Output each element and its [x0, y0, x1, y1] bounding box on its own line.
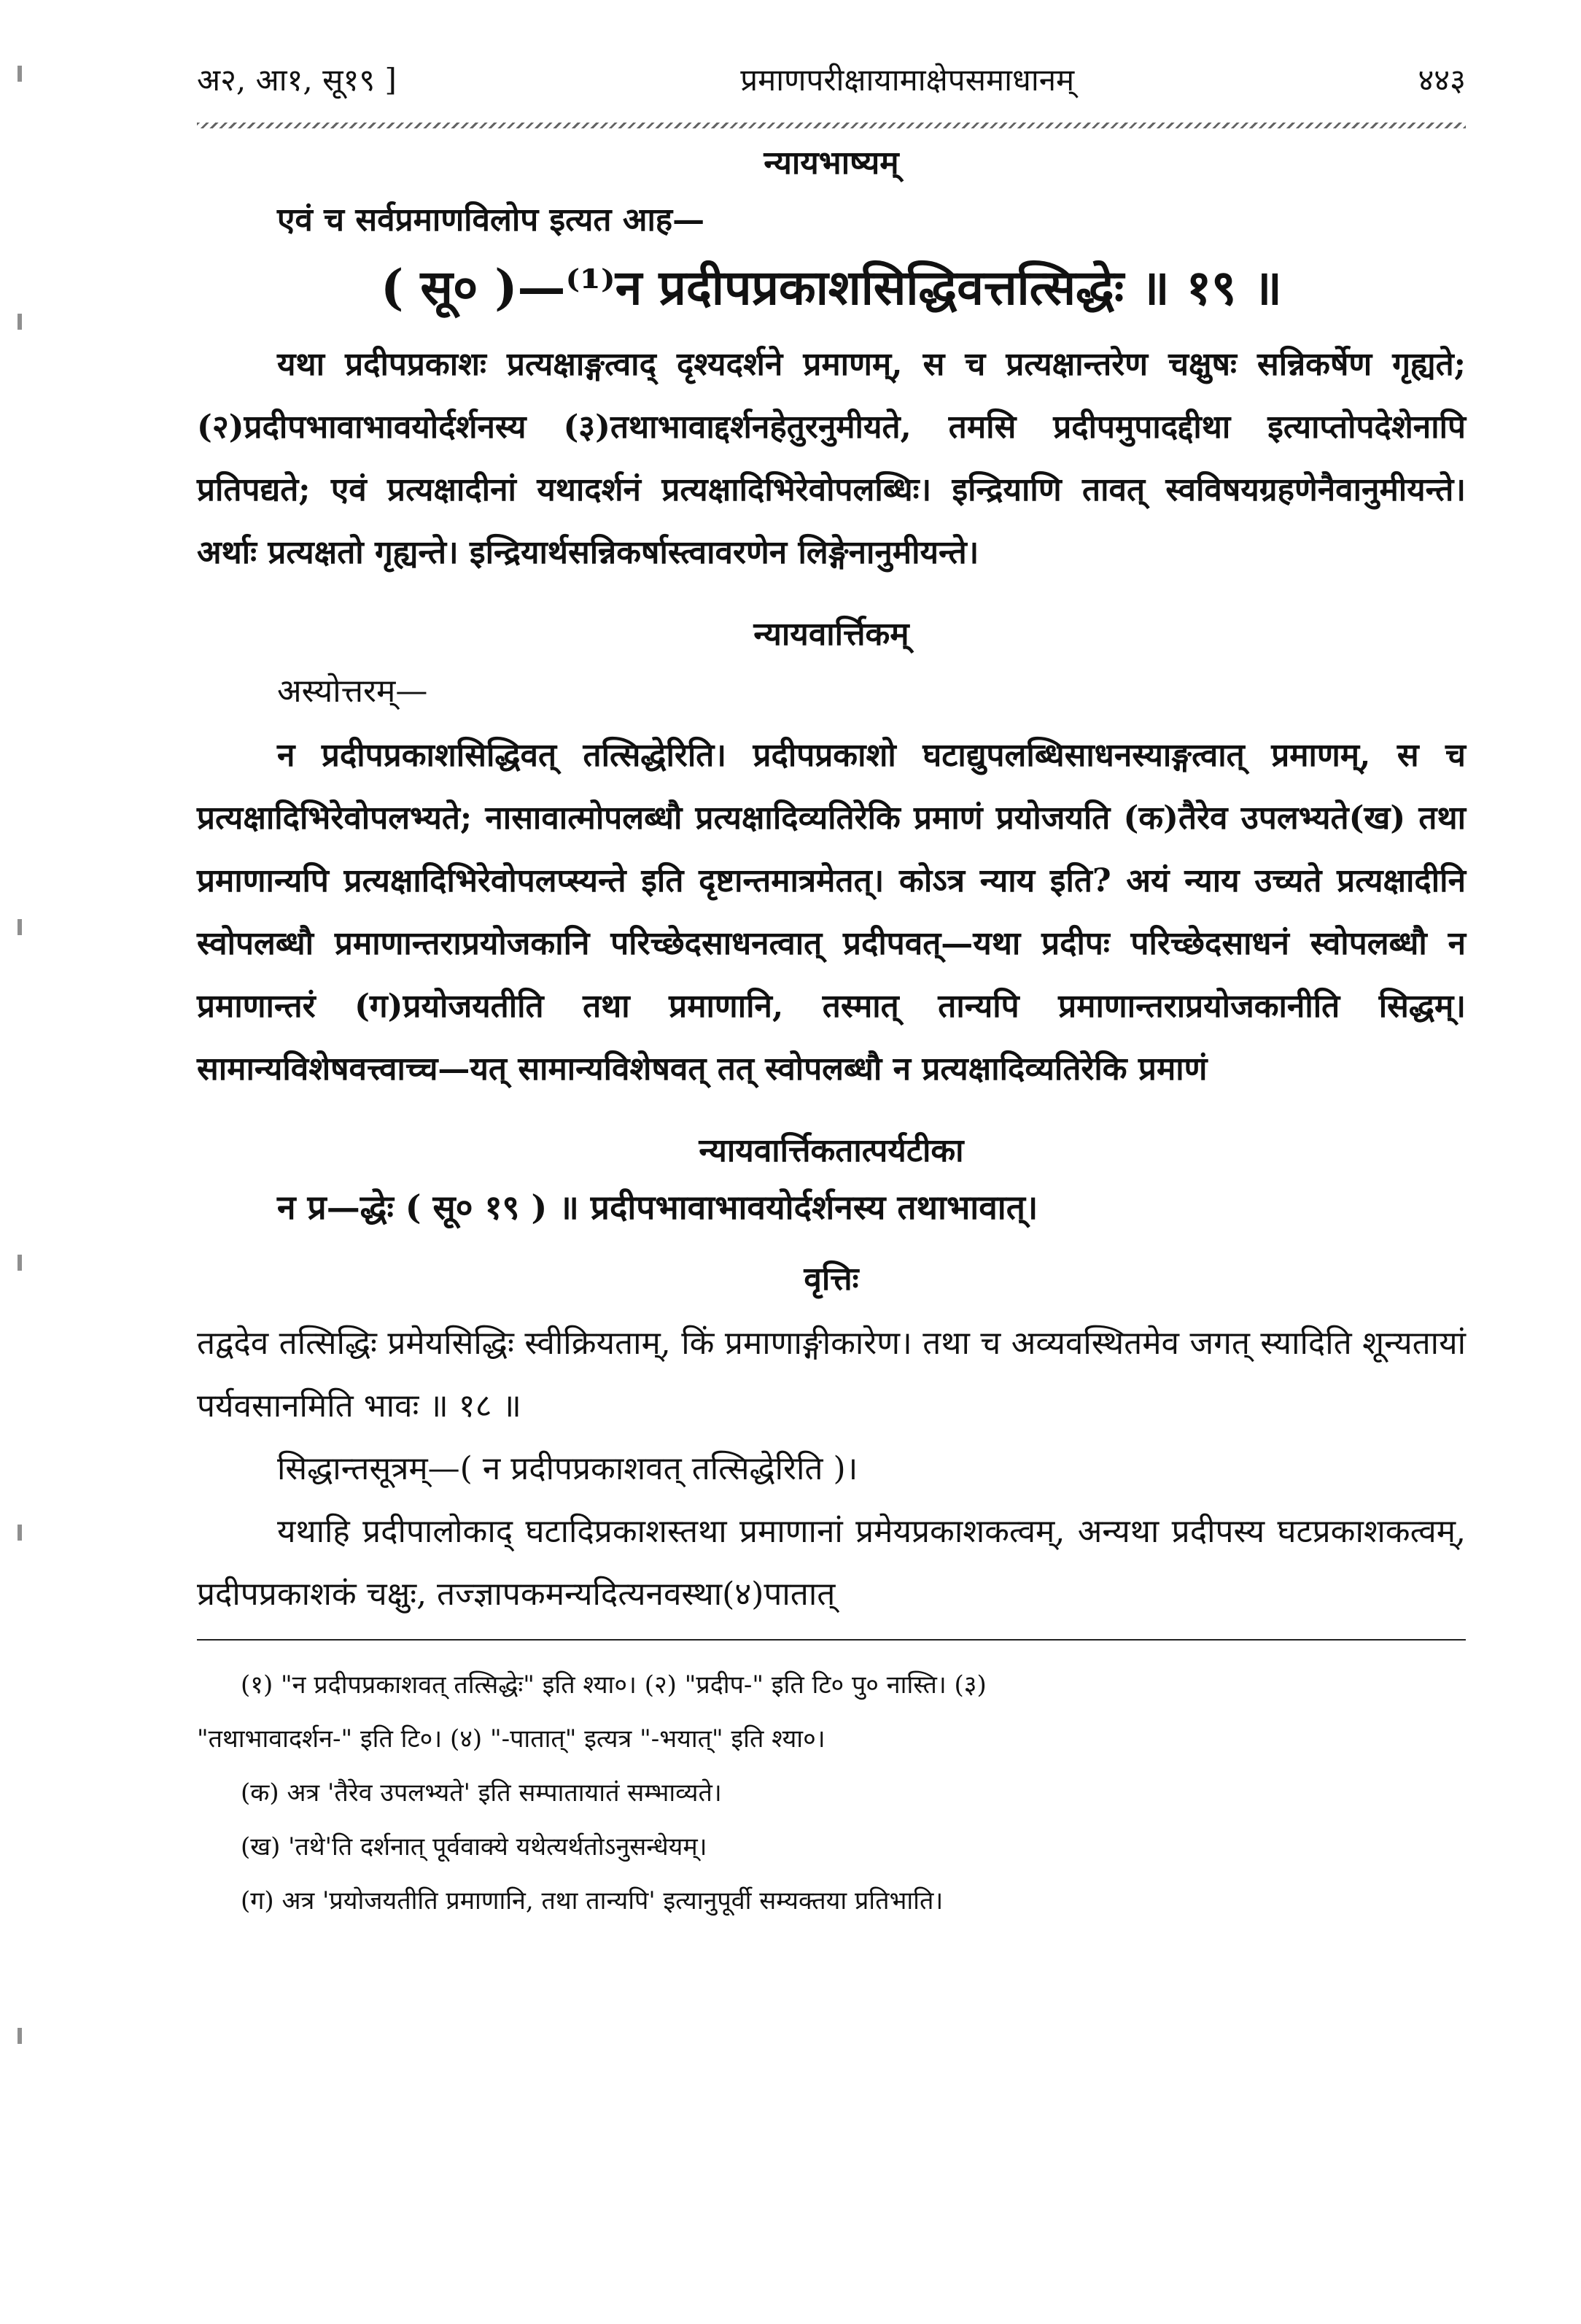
- footnote-ga: (ग) अत्र 'प्रयोजयतीति प्रमाणानि, तथा तान्यपि' इत्यानुपूर्वी सम्यक्तया प्रतिभाति।: [241, 1886, 944, 1916]
- page-number: ४४३: [1418, 62, 1466, 98]
- bhashya-paragraph: यथा प्रदीपप्रकाशः प्रत्यक्षाङ्गत्वाद् दृश्यदर्शने प्रमाणम्, स च प्रत्यक्षान्तरेण चक्षुषः सन्निकर्षेण गृह्यते; (२)प्रदीपभावाभावयोर्दर्शनस्य (३)तथाभावाद्दर्शनहेतुरनुमीयते, तमसि प्रदीपमुपादद्दीथा इत्याप्तोपदेशेनापि प्रतिपद्यते; एवं प्रत्यक्षादीनां यथादर्शनं प्रत्यक्षादिभिरेवोपलब्धिः। इन्द्रियाणि तावत् स्वविषयग्रहणेनैवानुमीयन्ते। अर्थाः प्रत्यक्षतो गृह्यन्ते। इन्द्रियार्थसन्निकर्षास्त्वावरणेन लिङ्गेनानुमीयन्ते।: [197, 346, 1466, 571]
- header-title: प्रमाणपरीक्षायामाक्षेपसमाधानम्: [740, 62, 1075, 98]
- footnote-kha: (ख) 'तथे'ति दर्शनात् पूर्ववाक्ये यथेत्यर्थतोऽनुसन्धेयम्।: [241, 1832, 707, 1862]
- vartika-paragraph: न प्रदीपप्रकाशसिद्धिवत् तत्सिद्धेरिति। प्रदीपप्रकाशो घटाद्युपलब्धिसाधनस्याङ्गत्वात् प्रमाणम्, स च प्रत्यक्षादिभिरेवोपलभ्यते; नासावात्मोपलब्धौ प्रत्यक्षादिव्यतिरेकि प्रमाणं प्रयोजयति (क)तैरेव उपलभ्यते(ख) तथा प्रमाणान्यपि प्रत्यक्षादिभिरेवोपलप्स्यन्ते इति दृष्टान्तमात्रमेतत्। कोऽत्र न्याय इति? अयं न्याय उच्यते प्रत्यक्षादीनि स्वोपलब्धौ प्रमाणान्तराप्रयोजकानि परिच्छेदसाधनत्वात् प्रदीपवत्—यथा प्रदीपः परिच्छेदसाधनं स्वोपलब्धौ न प्रमाणान्तरं (ग)प्रयोजयतीति तथा प्रमाणानि, तस्मात् तान्यपि प्रमाणान्तराप्रयोजकानीति सिद्धम्। सामान्यविशेषवत्त्वाच्च—यत् सामान्यविशेषवत् तत् स्वोपलब्धौ न प्रत्यक्षादिव्यतिरेकि प्रमाणं: [197, 737, 1466, 1088]
- tika-title: न्यायवार्त्तिकतात्पर्यटीका: [699, 1132, 964, 1169]
- footnote-1-continued: "तथाभावादर्शन-" इति टि०। (४) "-पातात्" इत्यत्र "-भयात्" इति श्या०।: [197, 1724, 826, 1754]
- page: [197, 44, 1466, 1928]
- vritti-paragraph-3: यथाहि प्रदीपालोकाद् घटादिप्रकाशस्तथा प्रमाणानां प्रमेयप्रकाशकत्वम्, अन्यथा प्रदीपस्य घटप्रकाशकत्वम्, प्रदीपप्रकाशकं चक्षुः, तज्ज्ञापकमन्यदित्यनवस्था(४)पातात्: [197, 1513, 1466, 1613]
- vritti-paragraph-2: सिद्धान्तसूत्रम्—( न प्रदीपप्रकाशवत् तत्सिद्धेरिति )।: [277, 1450, 858, 1487]
- vartika-intro: अस्योत्तरम्—: [277, 673, 428, 710]
- vritti-title: वृत्तिः: [804, 1260, 859, 1298]
- header-reference: अ२, आ१, सू१९ ]: [197, 62, 397, 98]
- bhashya-intro: एवं च सर्वप्रमाणविलोप इत्यत आह—: [277, 201, 705, 239]
- footnote-1: (१) "न प्रदीपप्रकाशवत् तत्सिद्धेः" इति श्या०। (२) "प्रदीप-" इति टि० पु० नास्ति। (३): [241, 1670, 987, 1700]
- header-wavy-rule: [197, 123, 1466, 128]
- margin-mark: [18, 1255, 22, 1271]
- tika-line: न प्र—द्धेः ( सू० १९ ) ॥ प्रदीपभावाभावयोर्दर्शनस्य तथाभावात्।: [277, 1188, 1038, 1227]
- margin-mark: [18, 919, 22, 935]
- footnote-ka: (क) अत्र 'तैरेव उपलभ्यते' इति सम्पातायातं सम्भाव्यते।: [241, 1778, 722, 1808]
- vritti-paragraph-1: तद्वदेव तत्सिद्धिः प्रमेयसिद्धिः स्वीक्रियताम्, किं प्रमाणाङ्गीकारेण। तथा च अव्यवस्थितमेव जगत् स्यादिति शून्यतायां पर्यवसानमिति भावः ॥ १८ ॥: [197, 1325, 1466, 1425]
- vartika-title: न्यायवार्त्तिकम्: [753, 616, 909, 653]
- page-header: [197, 44, 1466, 113]
- margin-mark: [18, 314, 22, 330]
- footnotes: [197, 1639, 1466, 1928]
- margin-mark: [18, 66, 22, 82]
- margin-mark: [18, 2028, 22, 2044]
- sutra-19: ( सू० )—⁽¹⁾न प्रदीपप्रकाशसिद्धिवत्तत्सिद्धेः ॥ १९ ॥: [381, 259, 1282, 316]
- bhashya-title: न्यायभाष्यम्: [764, 144, 899, 182]
- margin-mark: [18, 1525, 22, 1541]
